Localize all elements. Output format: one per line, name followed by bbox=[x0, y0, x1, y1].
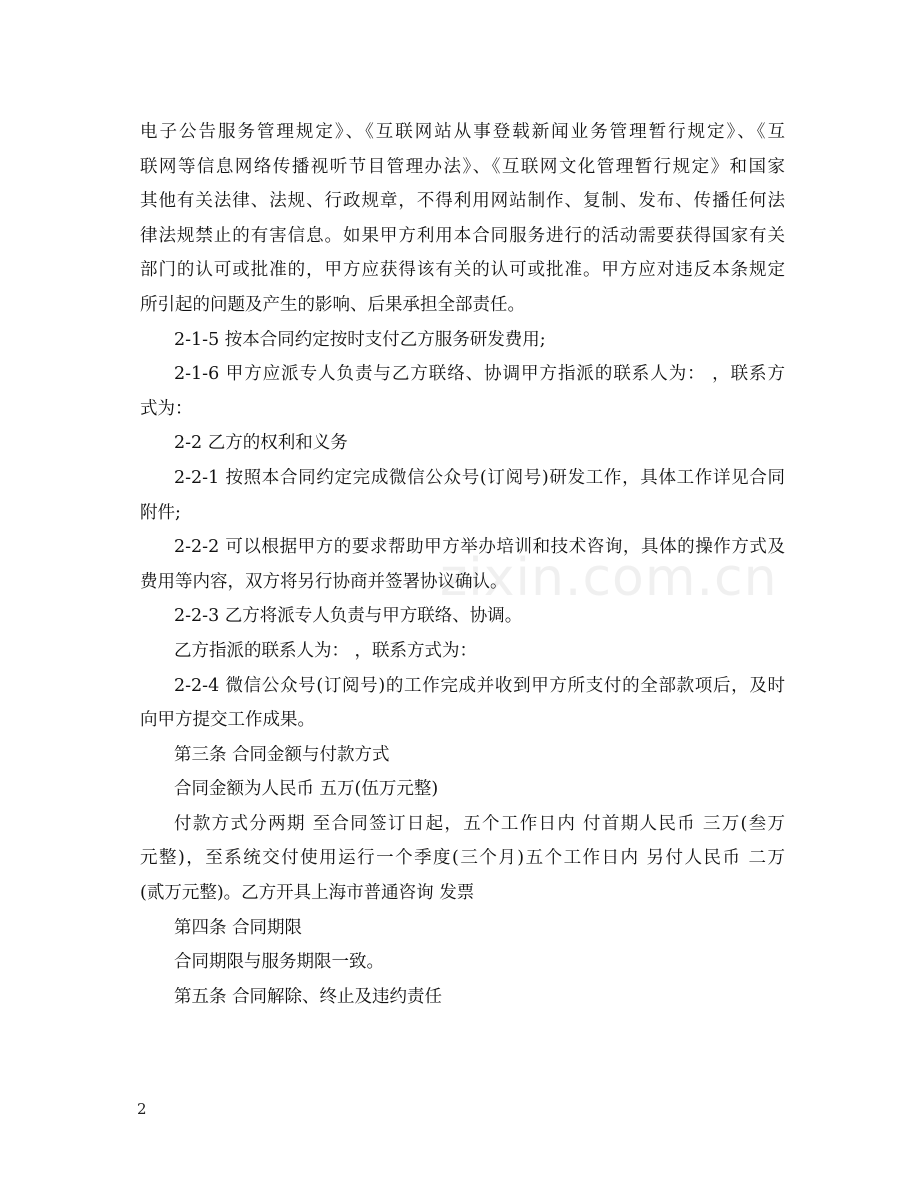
paragraph-line: 律法规禁止的有害信息。如果甲方利用本合同服务进行的活动需要获得国家有关 bbox=[140, 225, 785, 246]
paragraph-line: 部门的认可或批准的，甲方应获得该有关的认可或批准。甲方应对违反本条规定 bbox=[140, 260, 785, 281]
watermark: zixin.com.cn bbox=[440, 548, 778, 608]
contact-line: 乙方指派的联系人为： ，联系方式为： bbox=[174, 640, 478, 661]
clause-2-2-2: 2-2-2 可以根据甲方的要求帮助甲方举办培训和技术咨询，具体的操作方式及 bbox=[174, 537, 785, 558]
article-5-heading: 第五条 合同解除、终止及违约责任 bbox=[174, 986, 443, 1007]
section-heading-2-2: 2-2 乙方的权利和义务 bbox=[174, 433, 348, 454]
paragraph-line: 其他有关法律、法规、行政规章，不得利用网站制作、复制、发布、传播任何法 bbox=[140, 191, 785, 212]
paragraph-line: 式为： bbox=[140, 398, 193, 419]
article-4-heading: 第四条 合同期限 bbox=[174, 917, 303, 938]
document-body bbox=[140, 115, 785, 1014]
paragraph-line: 元整)，至系统交付使用运行一个季度(三个月)五个工作日内 另付人民币 二万 bbox=[140, 848, 785, 869]
paragraph-line: (贰万元整)。乙方开具上海市普通咨询 发票 bbox=[140, 883, 475, 904]
clause-2-1-5: 2-1-5 按本合同约定按时支付乙方服务研发费用; bbox=[174, 329, 546, 350]
payment-terms: 付款方式分两期 至合同签订日起，五个工作日内 付首期人民币 三万(叁万 bbox=[174, 813, 785, 834]
paragraph-line: 向甲方提交工作成果。 bbox=[140, 710, 315, 731]
clause-2-1-6: 2-1-6 甲方应派专人负责与乙方联络、协调甲方指派的联系人为： ，联系方 bbox=[174, 364, 785, 385]
paragraph-line: 所引起的问题及产生的影响、后果承担全部责任。 bbox=[140, 294, 525, 315]
clause-2-2-1: 2-2-1 按照本合同约定完成微信公众号(订阅号)研发工作，具体工作详见合同 bbox=[174, 467, 785, 488]
clause-2-2-4: 2-2-4 微信公众号(订阅号)的工作完成并收到甲方所支付的全部款项后，及时 bbox=[174, 675, 785, 696]
clause-2-2-3: 2-2-3 乙方将派专人负责与甲方联络、协调。 bbox=[174, 606, 523, 627]
paragraph-line: 电子公告服务管理规定》、《互联网站从事登载新闻业务管理暂行规定》、《互 bbox=[140, 122, 785, 142]
page-number: 2 bbox=[137, 1100, 147, 1118]
contract-term: 合同期限与服务期限一致。 bbox=[174, 952, 384, 973]
paragraph-line: 费用等内容，双方将另行协商并签署协议确认。 bbox=[140, 571, 508, 592]
paragraph-line: 附件; bbox=[140, 502, 181, 523]
article-3-heading: 第三条 合同金额与付款方式 bbox=[174, 744, 390, 765]
contract-amount: 合同金额为人民币 五万(伍万元整) bbox=[174, 779, 439, 800]
paragraph-line: 联网等信息网络传播视听节目管理办法》、《互联网文化管理暂行规定》和国家 bbox=[140, 156, 785, 177]
